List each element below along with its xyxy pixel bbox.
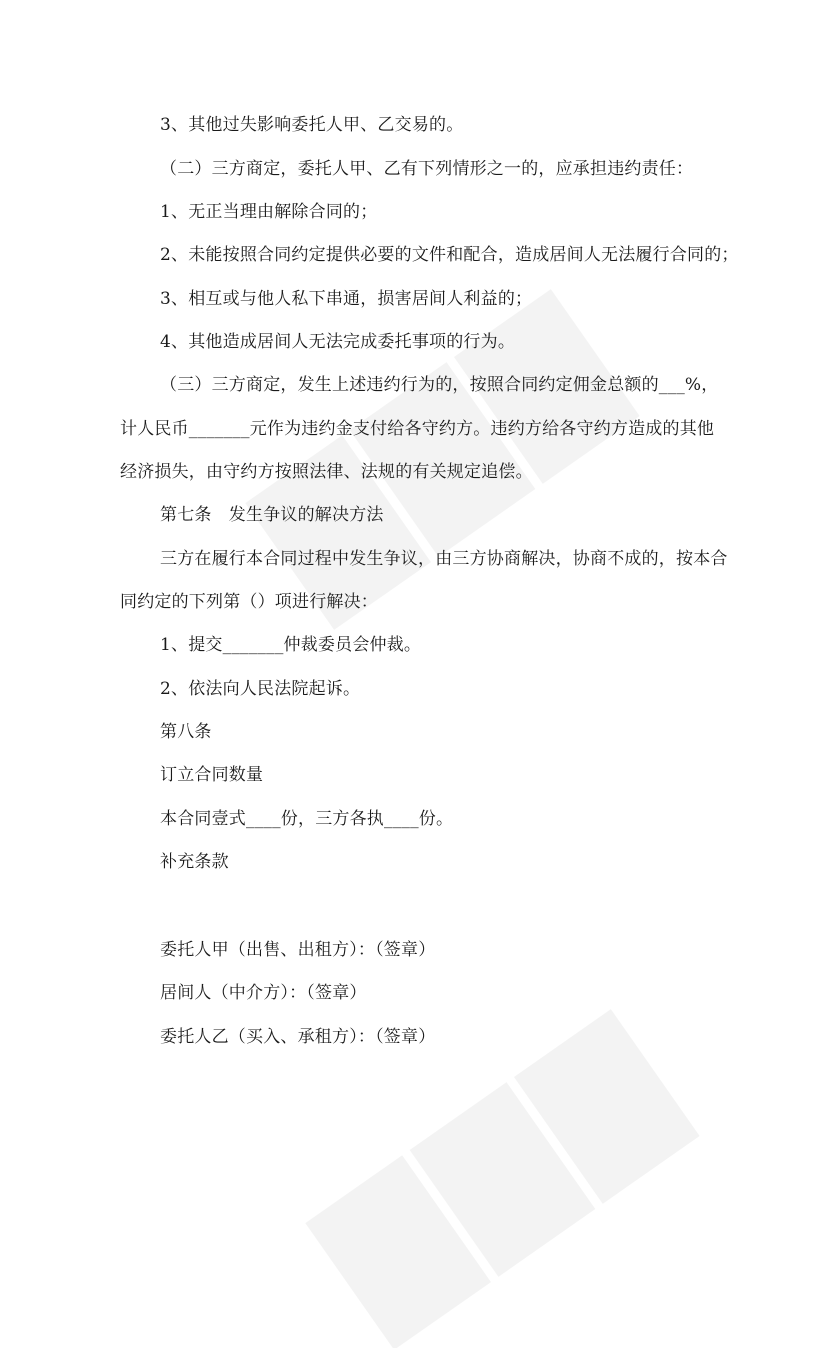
section-heading: 第八条 <box>160 722 212 742</box>
text-line: 三方在履行本合同过程中发生争议，由三方协商解决，协商不成的，按本合 <box>160 549 728 569</box>
text-line: 1、无正当理由解除合同的； <box>160 202 378 222</box>
text-line: 3、相互或与他人私下串通，损害居间人利益的； <box>160 289 533 309</box>
text-line: 经济损失，由守约方按照法律、法规的有关规定追偿。 <box>120 462 533 482</box>
text-line: （三）三方商定，发生上述违约行为的，按照合同约定佣金总额的___%， <box>160 375 719 395</box>
signature-line: 居间人（中介方）：（签章） <box>160 983 367 1003</box>
section-heading: 补充条款 <box>160 852 229 872</box>
text-line: 3、其他过失影响委托人甲、乙交易的。 <box>160 115 464 135</box>
watermark <box>235 266 648 628</box>
section-heading: 订立合同数量 <box>160 765 264 785</box>
text-line: （二）三方商定，委托人甲、乙有下列情形之一的，应承担违约责任： <box>160 159 694 179</box>
text-line: 2、未能按照合同约定提供必要的文件和配合，造成居间人无法履行合同的； <box>160 245 739 265</box>
signature-line: 委托人乙（买入、承租方）：（签章） <box>160 1027 436 1047</box>
text-line: 1、提交_______仲裁委员会仲裁。 <box>160 635 422 655</box>
text-line: 同约定的下列第（）项进行解决： <box>120 592 378 612</box>
text-line: 4、其他造成居间人无法完成委托事项的行为。 <box>160 332 516 352</box>
text-line: 计人民币_______元作为违约金支付给各守约方。违约方给各守约方造成的其他 <box>120 419 715 439</box>
section-heading: 第七条 发生争议的解决方法 <box>160 505 384 525</box>
signature-line: 委托人甲（出售、出租方）：（签章） <box>160 940 436 960</box>
text-line: 2、依法向人民法院起诉。 <box>160 679 361 699</box>
text-line: 本合同壹式____份，三方各执____份。 <box>160 809 454 829</box>
